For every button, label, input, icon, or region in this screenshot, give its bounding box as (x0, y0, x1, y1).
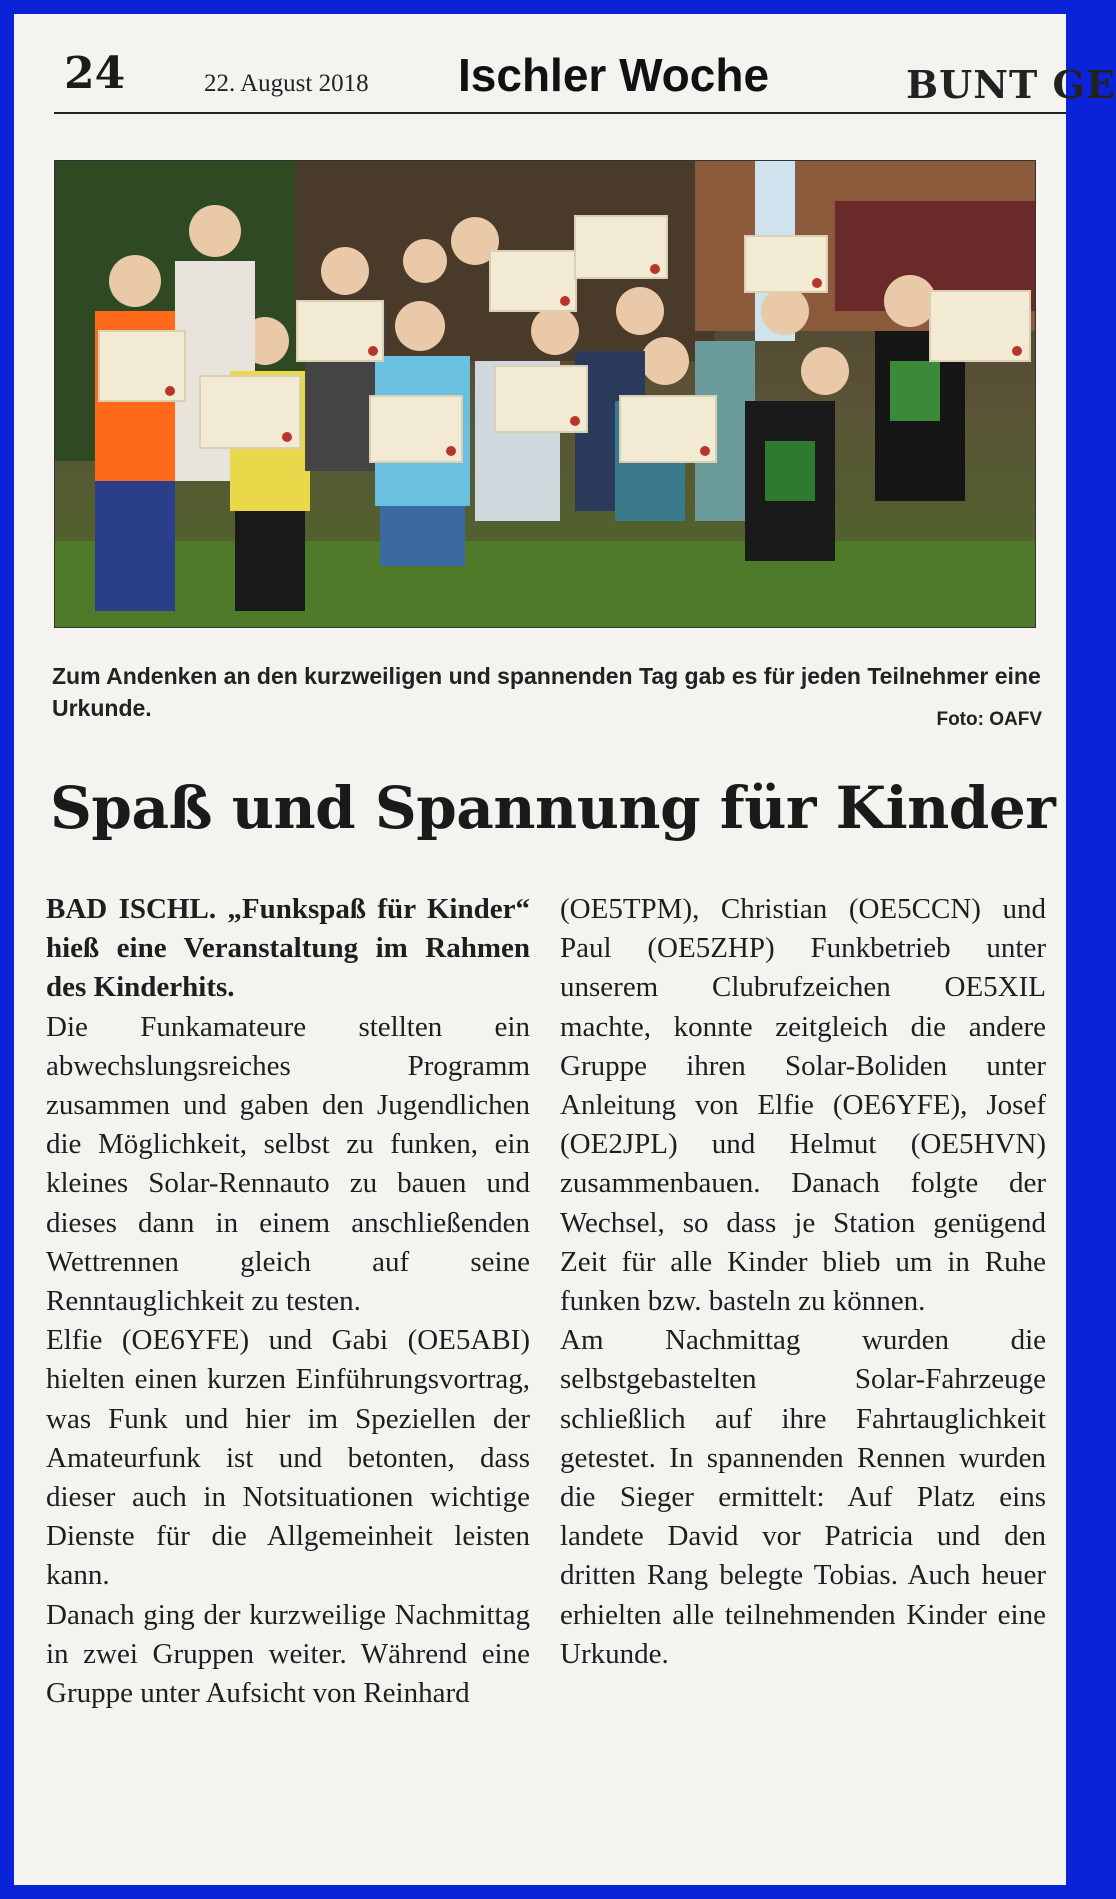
group-photo (54, 160, 1036, 628)
lead-text: „Funkspaß für Kinder“ hieß eine Veranstaltung im Rahmen des Kinderhits. (46, 893, 530, 1004)
article-headline: Spaß und Spannung für Kinder (50, 774, 1056, 842)
page-number: 24 (64, 48, 126, 99)
article-paragraph: Die Funkamateure stellten ein abwechslungsreiches Programm zusammen und gaben den Jugendlichen die Möglichkeit, selbst zu funken, ein kleines Solar-Rennauto zu bauen und dieses dann in einem anschließenden Wettrennen gleich auf seine Renntauglichkeit zu testen. (46, 1010, 530, 1318)
publication-date: 22. August 2018 (204, 70, 369, 97)
newspaper-clipping (14, 14, 1116, 1885)
article-column-left (46, 890, 530, 1713)
article-lead (46, 890, 530, 1008)
masthead-rule (54, 112, 1066, 114)
caption-text: Zum Andenken an den kurzweiligen und spannenden Tag gab es für jeden Teilnehmer eine Urkunde. (52, 663, 1041, 721)
article-paragraph: Elfie (OE6YFE) und Gabi (OE5ABI) hielten einen kurzen Einführungsvortrag, was Funk und hier im Speziellen der Amateurfunk ist und betonten, dass dieser auch in Notsituationen wichtige Dienste für die Allgemeinheit leisten kann. (46, 1324, 530, 1592)
dateline: BAD ISCHL. (46, 893, 217, 925)
article-column-right (560, 890, 1046, 1674)
masthead (54, 42, 1116, 107)
section-title: BUNT GE (906, 62, 1116, 107)
article-paragraph: Danach ging der kurzweilige Nachmittag in zwei Gruppen weiter. Während eine Gruppe unter Aufsicht von Reinhard (46, 1598, 530, 1710)
photo-caption (52, 660, 1042, 730)
newspaper-name: Ischler Woche (458, 49, 770, 101)
group-photo-children-with-certificates-icon (55, 161, 1035, 627)
photo-credit: Foto: OAFV (936, 709, 1042, 730)
article-paragraph: Am Nachmittag wurden die selbstgebastelten Solar-Fahrzeuge schließlich auf ihre Fahrtauglichkeit getestet. In spannenden Rennen wurden die Sieger ermittelt: Auf Platz eins landete David vor Patricia und den dritten Rang belegte Tobias. Auch heuer erhielten alle teilnehmenden Kinder eine Urkunde. (560, 1324, 1046, 1670)
article-paragraph: (OE5TPM), Christian (OE5CCN) und Paul (OE5ZHP) Funkbetrieb unter unserem Clubrufzeichen OE5XIL machte, konnte zeitgleich die andere Gruppe ihren Solar-Boliden unter Anleitung von Elfie (OE6YFE), Josef (OE2JPL) und Helmut (OE5HVN) zusammenbauen. Danach folgte der Wechsel, so dass je Station genügend Zeit für alle Kinder blieb um in Ruhe funken bzw. basteln zu können. (560, 893, 1046, 1318)
